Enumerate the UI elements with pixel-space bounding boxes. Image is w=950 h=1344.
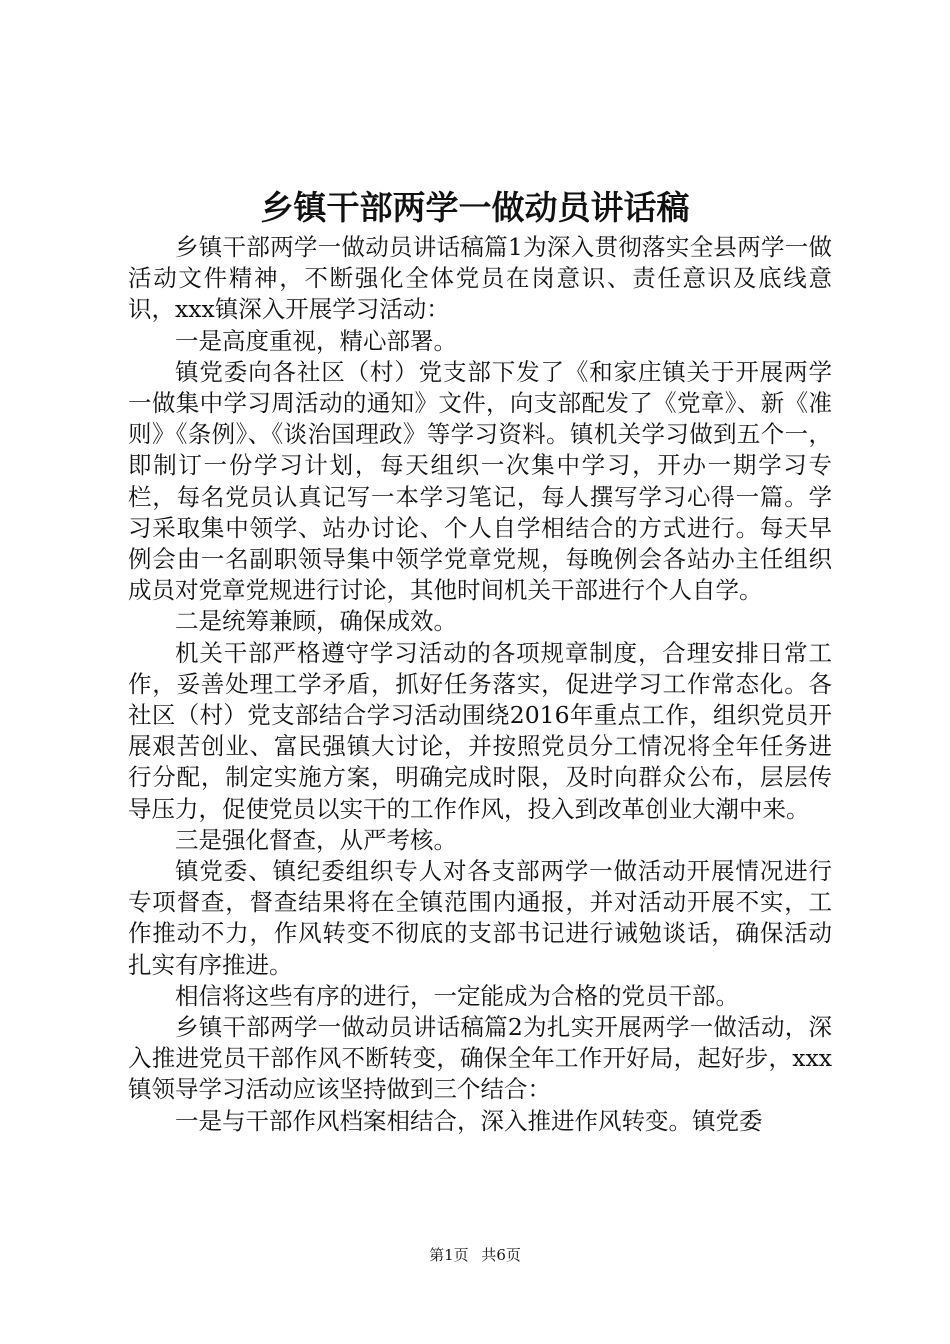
paragraph: 乡镇干部两学一做动员讲话稿篇1为深入贯彻落实全县两学一做活动文件精神，不断强化全体党员在岗意识、责任意识及底线意识，xxx镇深入开展学习活动： (128, 233, 832, 324)
paragraph: 一是与干部作风档案相结合，深入推进作风转变。镇党委 (175, 1106, 763, 1135)
page-number-current: 第1页 (429, 1246, 469, 1264)
paragraph: 镇党委、镇纪委组织专人对各支部两学一做活动开展情况进行专项督查，督查结果将在全镇范围内通报，并对活动开展不实，工作推动不力，作风转变不彻底的支部书记进行诫勉谈话，确保活动扎实有序推进。 (128, 857, 832, 979)
paragraph: 镇党委向各社区（村）党支部下发了《和家庄镇关于开展两学一做集中学习周活动的通知》文件，向支部配发了《党章》、新《准则》《条例》、《谈治国理政》等学习资料。镇机关学习做到五个一，即制订一份学习计划，每天组织一次集中学习，开办一期学习专栏，每名党员认真记写一本学习笔记，每人撰写学习心得一篇。学习采取集中领学、站办讨论、个人自学相结合的方式进行。每天早例会由一名副职领导集中领学党章党规，每晚例会各站办主任组织成员对党章党规进行讨论，其他时间机关干部进行个人自学。 (128, 357, 832, 605)
paragraph: 乡镇干部两学一做动员讲话稿篇2为扎实开展两学一做活动，深入推进党员干部作风不断转变，确保全年工作开好局，起好步，xxx镇领导学习活动应该坚持做到三个结合： (128, 1013, 832, 1104)
page-number-total: 共6页 (481, 1246, 521, 1264)
document-body (128, 232, 832, 1137)
paragraph: 机关干部严格遵守学习活动的各项规章制度，合理安排日常工作，妥善处理工学矛盾，抓好任务落实，促进学习工作常态化。各社区（村）党支部结合学习活动围绕2016年重点工作，组织党员开展艰苦创业、富民强镇大讨论，并按照党员分工情况将全年任务进行分配，制定实施方案，明确完成时限，及时向群众公布，层层传导压力，促使党员以实干的工作作风，投入到改革创业大潮中来。 (128, 638, 832, 823)
paragraph: 三是强化督查，从严考核。 (175, 825, 457, 854)
paragraph: 一是高度重视，精心部署。 (175, 326, 457, 355)
document-title: 乡镇干部两学一做动员讲话稿 (260, 188, 690, 227)
paragraph: 相信将这些有序的进行，一定能成为合格的党员干部。 (175, 981, 739, 1010)
paragraph: 二是统筹兼顾，确保成效。 (175, 607, 457, 636)
page-footer (0, 1245, 950, 1265)
